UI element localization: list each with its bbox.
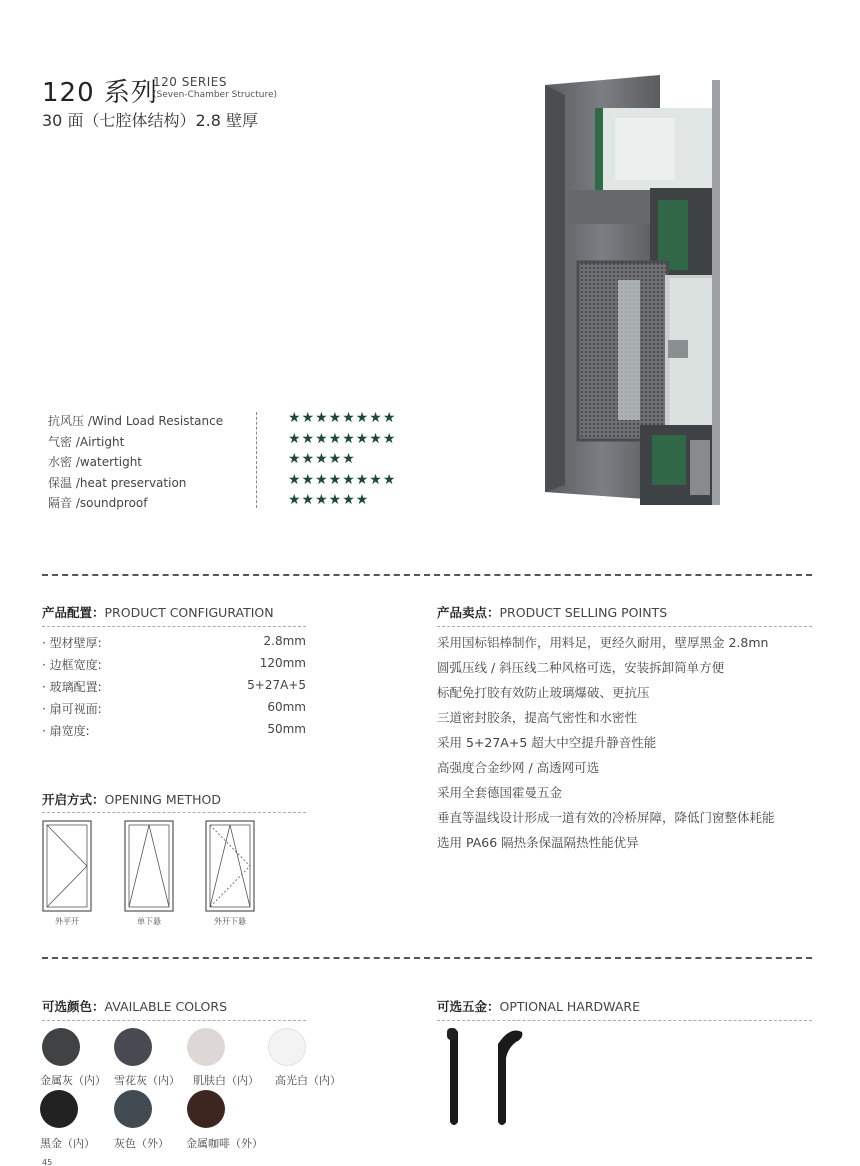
rating-divider: [256, 412, 257, 508]
section-separator: [42, 957, 812, 959]
color-swatch: [187, 1028, 225, 1066]
star-rating: ★★★★★★★★: [288, 471, 397, 488]
config-row: · 型材壁厚: 2.8mm: [42, 634, 306, 650]
selling-title-underline: [437, 626, 812, 627]
colors-title-underline: [42, 1020, 306, 1021]
section-separator: [42, 574, 812, 576]
opening-method-title: 开启方式：OPENING METHOD: [42, 792, 222, 807]
rating-label: 水密 /watertight: [48, 455, 143, 469]
config-row: · 玻璃配置: 5+27A+5: [42, 678, 306, 694]
color-name: 雪花灰（内）: [114, 1074, 180, 1087]
rating-row-heat: [48, 472, 428, 493]
window-profile-image: [540, 70, 730, 510]
color-swatch: [114, 1028, 152, 1066]
selling-point: 采用 5+27A+5 超大中空提升静音性能: [437, 735, 657, 750]
rating-label: 气密 /Airtight: [48, 434, 125, 449]
series-title-en: 120 SERIES: [153, 75, 227, 89]
color-name: 金属灰（内）: [40, 1074, 106, 1087]
selling-point: 采用国标铝棒制作，用料足，更经久耐用，壁厚黑金 2.8mn: [437, 635, 769, 650]
selling-point: 圆弧压线 / 斜压线二种风格可选，安装拆卸简单方便: [437, 660, 725, 675]
selling-point: 高强度合金纱网 / 高透网可选: [437, 760, 600, 775]
opening-label: 单下悬: [137, 917, 161, 926]
opening-title-underline: [42, 812, 306, 813]
star-rating: ★★★★★: [288, 451, 356, 467]
color-swatch: [42, 1028, 80, 1066]
rating-row-wind: [48, 410, 428, 431]
performance-ratings: [48, 410, 428, 513]
selling-points-title: 产品卖点：PRODUCT SELLING POINTS: [437, 605, 668, 620]
opening-label: 外开下悬: [214, 917, 246, 926]
casement-outward-diagram: [42, 820, 92, 912]
rating-row-airtight: [48, 431, 428, 452]
star-rating: ★★★★★★★★: [288, 430, 397, 447]
hardware-title-underline: [437, 1020, 812, 1021]
star-rating: ★★★★★★: [288, 492, 370, 508]
series-title-en-sub: (Seven-Chamber Structure): [153, 90, 278, 100]
color-name: 肌肤白（内）: [193, 1074, 259, 1087]
config-row: · 扇宽度: 50mm: [42, 722, 306, 738]
series-title: 120 系列: [42, 78, 158, 108]
color-swatch: [187, 1090, 225, 1128]
config-row: · 扇可视面: 60mm: [42, 700, 306, 716]
color-name: 高光白（内）: [275, 1074, 341, 1087]
selling-point: 选用 PA66 隔热条保温隔热性能优异: [437, 835, 639, 850]
selling-point: 采用全套德国霍曼五金: [437, 785, 563, 800]
bottom-hung-diagram: [124, 820, 174, 912]
config-row: · 边框宽度: 120mm: [42, 656, 306, 672]
color-name: 灰色（外）: [114, 1137, 169, 1150]
page-number: 45: [42, 1158, 53, 1166]
window-handles-image: [440, 1024, 530, 1128]
color-name: 黑金（内）: [40, 1137, 95, 1150]
series-subtitle: 30 面（七腔体结构）2.8 壁厚: [42, 111, 258, 130]
rating-label: 隔音 /soundproof: [48, 496, 148, 510]
color-swatch: [114, 1090, 152, 1128]
config-title: 产品配置：PRODUCT CONFIGURATION: [42, 605, 274, 620]
color-swatch: [268, 1028, 306, 1066]
hardware-title: 可选五金：OPTIONAL HARDWARE: [437, 999, 640, 1014]
rating-label: 抗风压 /Wind Load Resistance: [48, 414, 224, 428]
colors-title: 可选颜色：AVAILABLE COLORS: [42, 999, 228, 1014]
color-name: 金属咖啡（外）: [186, 1137, 263, 1150]
config-title-underline: [42, 626, 306, 627]
rating-label: 保温 /heat preservation: [48, 475, 187, 490]
rating-row-sound: [48, 492, 428, 513]
star-rating: ★★★★★★★★: [288, 410, 397, 426]
rating-row-watertight: [48, 451, 428, 472]
tilt-turn-diagram: [205, 820, 255, 912]
opening-label: 外平开: [55, 917, 79, 926]
selling-point: 三道密封胶条，提高气密性和水密性: [437, 710, 638, 725]
color-swatch: [40, 1090, 78, 1128]
selling-point: 标配免打胶有效防止玻璃爆破、更抗压: [437, 685, 650, 700]
selling-point: 垂直等温线设计形成一道有效的冷桥屏障，降低门窗整体耗能: [437, 810, 775, 825]
